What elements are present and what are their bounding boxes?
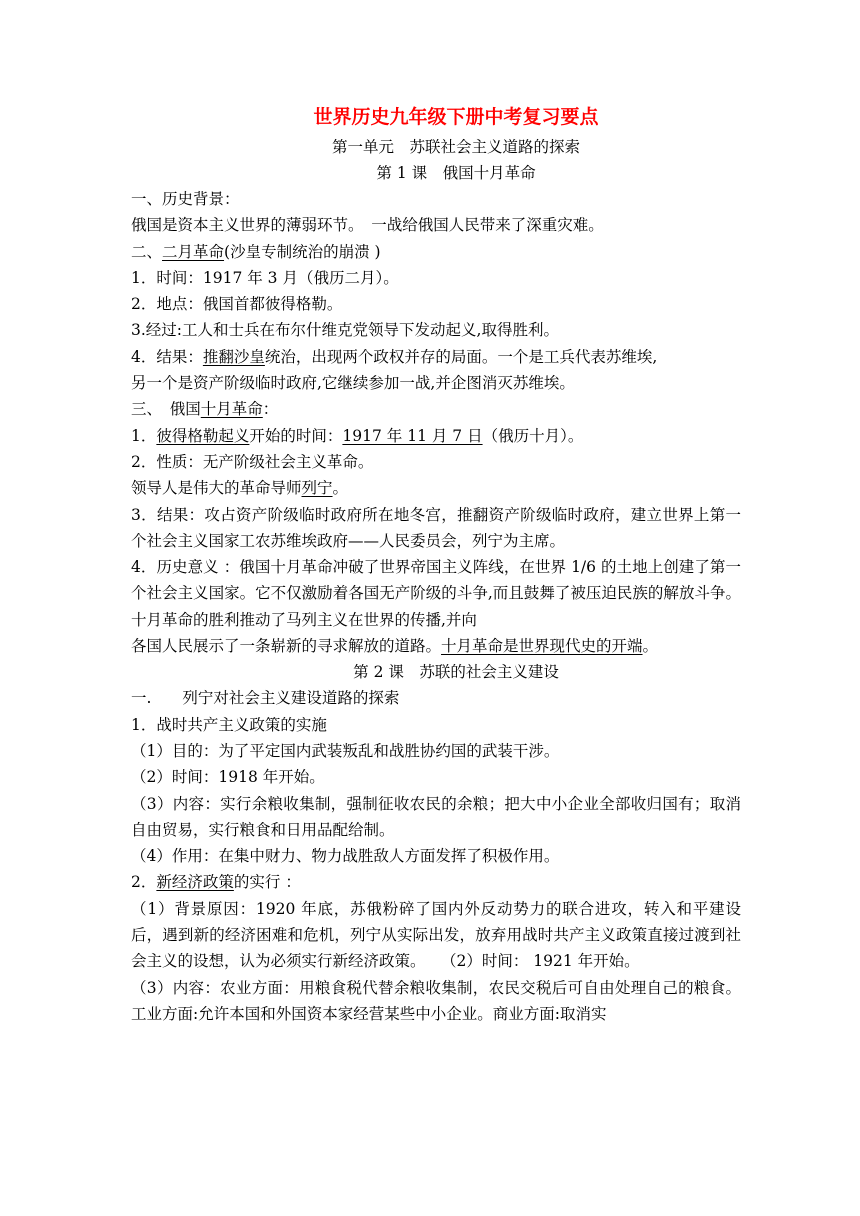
paragraph: 俄国是资本主义世界的薄弱环节。 一战给俄国人民带来了深重灾难。	[131, 216, 604, 235]
underlined-term: 十月革命是世界现代史的开端	[441, 637, 643, 656]
list-item: 2．新经济政策的实行 ：	[131, 873, 301, 892]
lesson-heading: 第 2 课 苏联的社会主义建设	[353, 663, 559, 682]
document-title: 世界历史九年级下册中考复习要点	[313, 106, 599, 128]
list-item: 4．历史意义 ：俄国十月革命冲破了世界帝国主义阵线，在世界 1/6 的土地上创建了第一个社会主义国家。它不仅激励着各国无产阶级的斗争,而且鼓舞了被压迫民族的解放斗争。十月革命的胜利推动了马列主义在世界的传播,并向	[131, 558, 741, 629]
underlined-term: 列宁	[301, 479, 333, 498]
section-heading: 三、 俄国十月革命：	[131, 400, 279, 419]
list-item: 2．性质：无产阶级社会主义革命。	[131, 452, 374, 471]
list-item: （1）背景原因：1920 年底，苏俄粉碎了国内外反动势力的联合进攻，转入和平建设后，遇到新的经济困难和危机，列宁从实际出发，放弃用战时共产主义政策直接过渡到社会主义的设想，认为必须实行新经济政策。 （2）时间： 1921 年开始。	[131, 899, 741, 971]
list-item: 1．时间：1917 年 3 月（俄历二月）。	[131, 268, 399, 287]
underlined-term: 二月革命	[162, 242, 225, 261]
list-item: 2．地点：俄国首都彼得格勒。	[131, 295, 343, 314]
list-item: （2）时间：1918 年开始。	[131, 768, 325, 787]
list-item: （4）作用：在集中财力、物力战胜敌人方面发挥了积极作用。	[131, 847, 560, 866]
list-item: （3）内容：农业方面：用粮食税代替余粮收集制，农民交税后可自由处理自己的粮食。工业方面:允许本国和外国资本家经营某些中小企业。商业方面:取消实	[131, 978, 741, 1023]
document-page	[131, 100, 741, 1027]
paragraph: 各国人民展示了一条崭新的寻求解放的道路。十月革命是世界现代史的开端。	[131, 637, 659, 656]
section-heading: 一. 列宁对社会主义建设道路的探索	[131, 689, 400, 708]
list-item: （1）目的：为了平定国内武装叛乱和战胜协约国的武装干涉。	[131, 741, 560, 760]
list-item: （3）内容：实行余粮收集制，强制征收农民的余粮；把大中小企业全部收归国有；取消自由贸易，实行粮食和日用品配给制。	[131, 794, 741, 839]
section-heading: 二、二月革命(沙皇专制统治的崩溃 )	[131, 242, 381, 261]
underlined-term: 彼得格勒起义	[156, 426, 250, 445]
underlined-term: 十月革命	[200, 400, 263, 419]
list-item: 4．结果：推翻沙皇统治，出现两个政权并存的局面。一个是工兵代表苏维埃,	[131, 347, 658, 366]
list-item: 1．战时共产主义政策的实施	[131, 715, 327, 734]
list-item: 3．结果：攻占资产阶级临时政府所在地冬宫，推翻资产阶级临时政府，建立世界上第一个社会主义国家工农苏维埃政府——人民委员会，列宁为主席。	[131, 505, 741, 550]
section-heading: 一、历史背景：	[131, 190, 240, 208]
underlined-term: 新经济政策	[156, 873, 234, 892]
paragraph: 另一个是资产阶级临时政府,它继续参加一战,并企图消灭苏维埃。	[131, 374, 575, 393]
unit-heading: 第一单元 苏联社会主义道路的探索	[331, 138, 580, 156]
lesson-heading: 第 1 课 俄国十月革命	[376, 164, 536, 182]
paragraph: 领导人是伟大的革命导师列宁。	[131, 479, 349, 498]
underlined-term: 推翻沙皇	[202, 347, 265, 366]
list-item: 1．彼得格勒起义开始的时间：1917 年 11 月 7 日（俄历十月）。	[131, 426, 584, 445]
list-item: 3.经过:工人和士兵在布尔什维克党领导下发动起义,取得胜利。	[131, 321, 559, 340]
underlined-date: 1917 年 11 月 7 日	[342, 426, 483, 445]
